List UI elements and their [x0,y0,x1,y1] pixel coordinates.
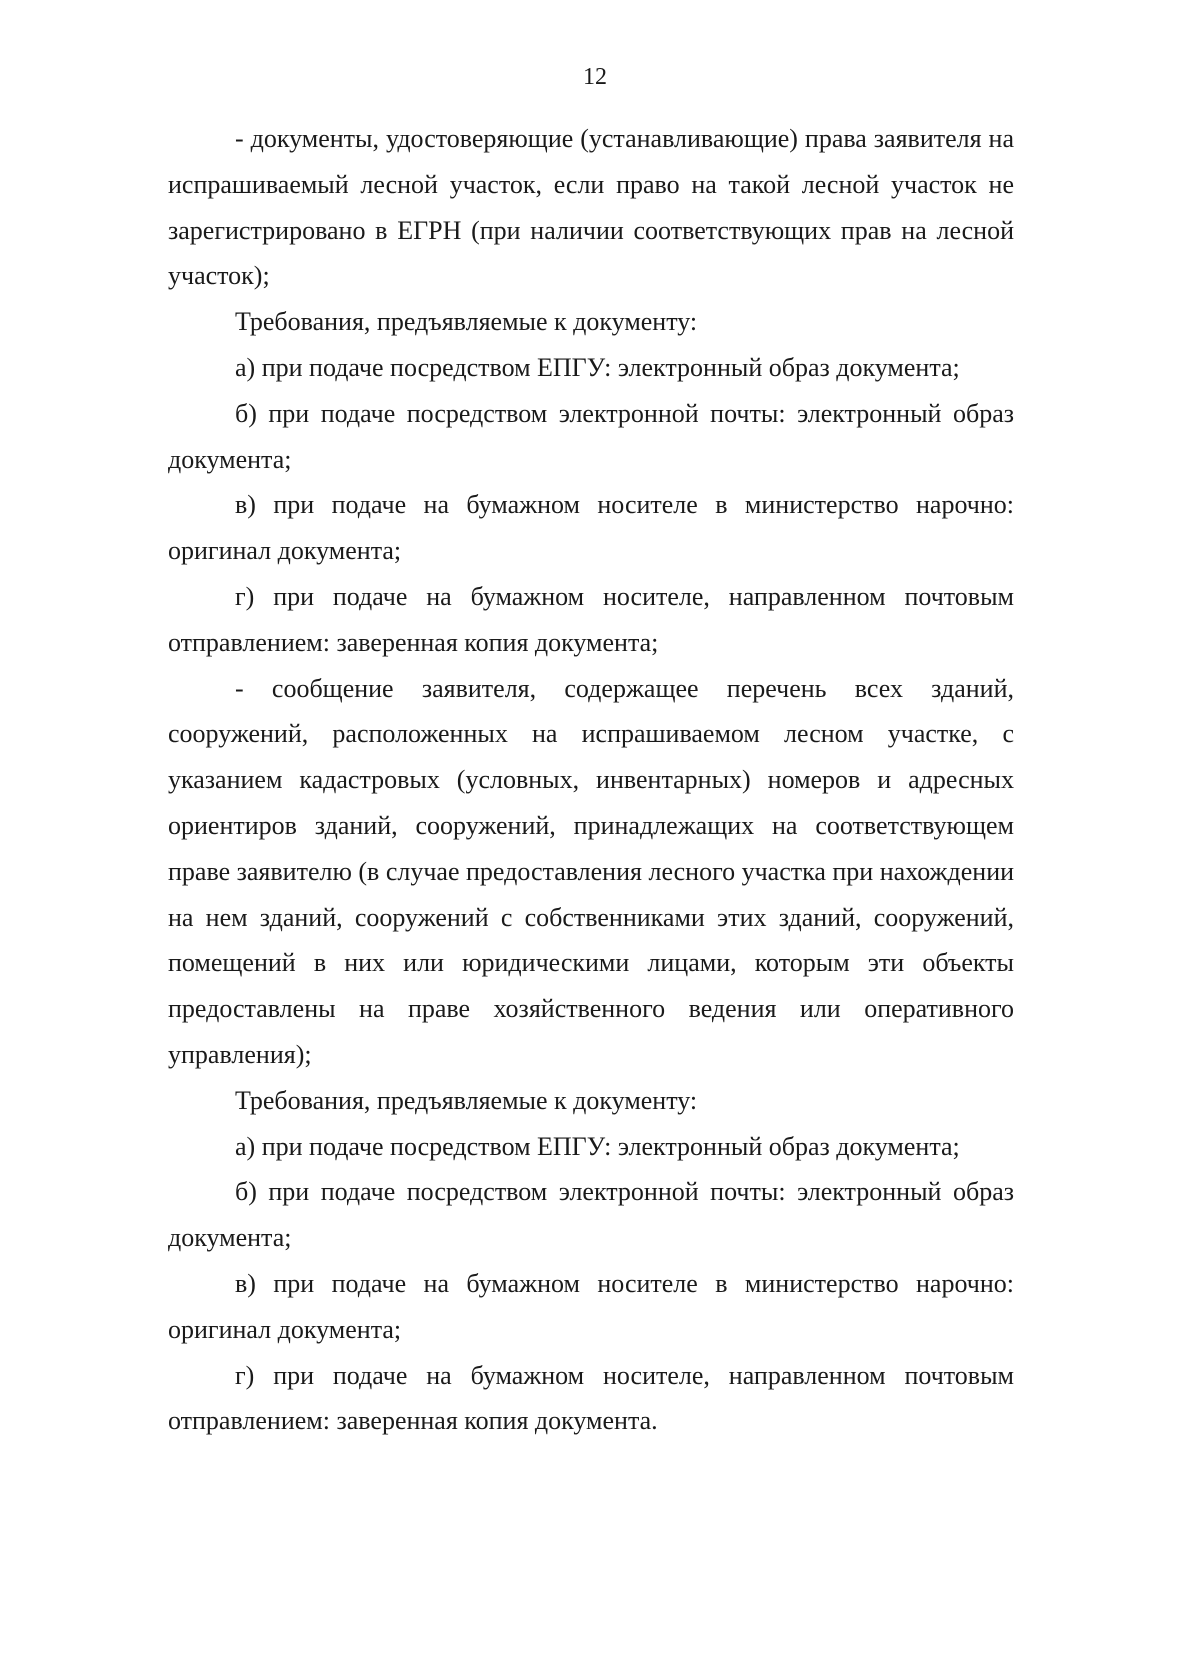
page-number: 12 [583,64,607,90]
paragraph-item-b: б) при подаче посредством электронной почты: электронный образ документа; [168,398,1014,474]
paragraph-item-a: а) при подаче посредством ЕПГУ: электронный образ документа; [235,352,960,382]
paragraph-item-g-2: г) при подаче на бумажном носителе, направленном почтовым отправлением: заверенная копия документа. [168,1360,1014,1436]
paragraph-item-g: г) при подаче на бумажном носителе, направленном почтовым отправлением: заверенная копия документа; [168,581,1014,657]
paragraph-requirements-heading: Требования, предъявляемые к документу: [235,307,698,337]
paragraph-title-message: - сообщение заявителя, содержащее перечень всех зданий, сооружений, расположенных на испрашиваемом лесном участке, с указанием кадастровых (условных, инвентарных) номеров и адресных ориентиров зданий, сооружений, принадлежащих на соответствующем праве заявителю (в случае предоставления лесного участка при нахождении на нем зданий, сооружений с собственниками этих зданий, сооружений, помещений в них или юридическими лицами, которым эти объекты предоставлены на праве хозяйственного ведения или оперативного управления); [168,673,1015,1069]
paragraph-item-a-2: а) при подаче посредством ЕПГУ: электронный образ документа; [235,1131,960,1161]
paragraph-requirements-heading-2: Требования, предъявляемые к документу: [235,1085,698,1115]
document-body [168,116,1014,1444]
paragraph-title-documents: - документы, удостоверяющие (устанавливающие) права заявителя на испрашиваемый лесной участок, если право на такой лесной участок не зарегистрировано в ЕГРН (при наличии соответствующих прав на лесной участок); [168,124,1014,291]
paragraph-item-b-2: б) при подаче посредством электронной почты: электронный образ документа; [168,1177,1014,1253]
paragraph-item-v-2: в) при подаче на бумажном носителе в министерство нарочно: оригинал документа; [168,1268,1014,1344]
paragraph-item-v: в) при подаче на бумажном носителе в министерство нарочно: оригинал документа; [168,490,1014,566]
